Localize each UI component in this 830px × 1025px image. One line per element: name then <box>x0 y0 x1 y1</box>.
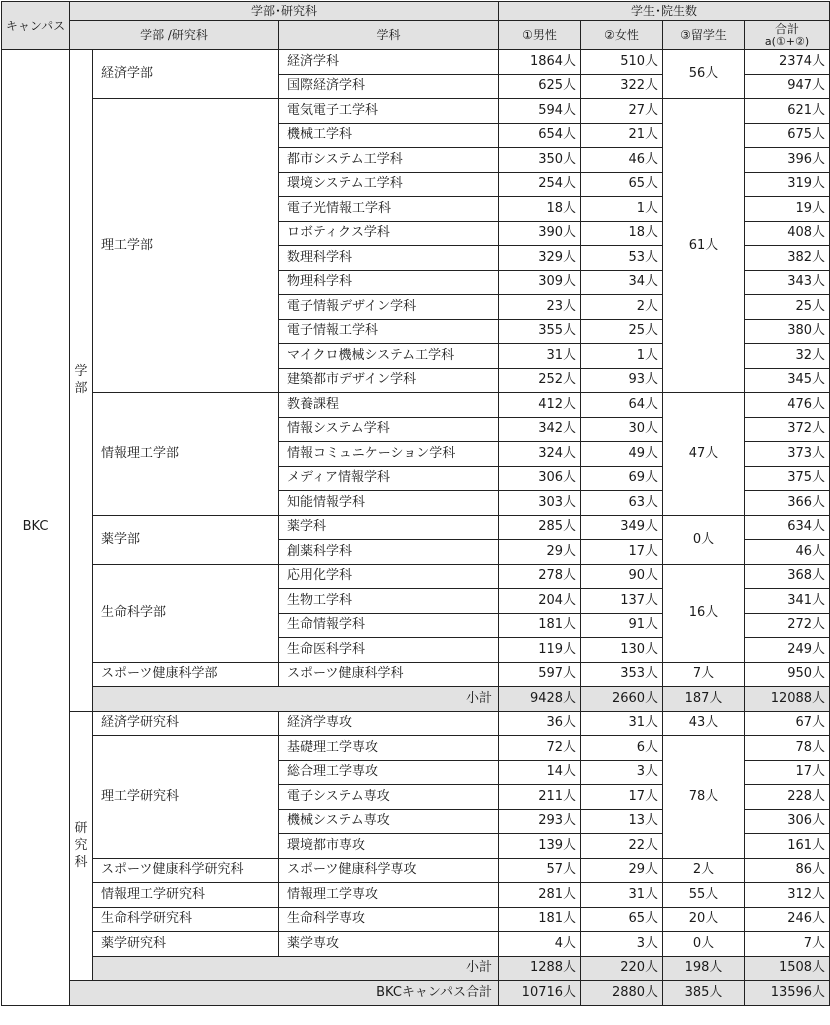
total-count: 228人 <box>745 785 830 810</box>
female-count: 30人 <box>581 417 663 442</box>
faculty-name: スポーツ健康科学部 <box>93 662 279 687</box>
campus-total-international: 385人 <box>663 981 745 1006</box>
male-count: 278人 <box>499 564 581 589</box>
total-count: 341人 <box>745 589 830 614</box>
male-count: 18人 <box>499 197 581 222</box>
total-count: 947人 <box>745 74 830 99</box>
male-count: 211人 <box>499 785 581 810</box>
department-name: 創薬科学科 <box>279 540 499 565</box>
faculty-name: 生命科学研究科 <box>93 907 279 932</box>
department-name: 電子システム専攻 <box>279 785 499 810</box>
total-count: 373人 <box>745 442 830 467</box>
female-count: 93人 <box>581 368 663 393</box>
total-count: 272人 <box>745 613 830 638</box>
faculty-name: 理工学部 <box>93 99 279 393</box>
female-count: 17人 <box>581 785 663 810</box>
female-count: 29人 <box>581 858 663 883</box>
department-name: 電気電子工学科 <box>279 99 499 124</box>
total-count: 408人 <box>745 221 830 246</box>
department-name: 国際経済学科 <box>279 74 499 99</box>
total-count: 2374人 <box>745 50 830 75</box>
department-name: 薬学専攻 <box>279 932 499 957</box>
male-count: 204人 <box>499 589 581 614</box>
department-name: 環境システム工学科 <box>279 172 499 197</box>
male-count: 139人 <box>499 834 581 859</box>
table-row <box>2 858 830 883</box>
total-count: 634人 <box>745 515 830 540</box>
total-count: 86人 <box>745 858 830 883</box>
total-count: 246人 <box>745 907 830 932</box>
subtotal-male: 9428人 <box>499 687 581 712</box>
undergrad-section-label <box>70 50 93 712</box>
faculty-name: 情報理工学部 <box>93 393 279 516</box>
department-name: 経済学専攻 <box>279 711 499 736</box>
male-count: 390人 <box>499 221 581 246</box>
department-name: 機械工学科 <box>279 123 499 148</box>
total-header-line1: 合計 <box>775 21 800 36</box>
total-count: 372人 <box>745 417 830 442</box>
female-count: 31人 <box>581 883 663 908</box>
female-count: 21人 <box>581 123 663 148</box>
male-count: 324人 <box>499 442 581 467</box>
total-count: 67人 <box>745 711 830 736</box>
male-count: 1864人 <box>499 50 581 75</box>
female-count: 13人 <box>581 809 663 834</box>
table-row <box>2 736 830 761</box>
female-count: 49人 <box>581 442 663 467</box>
male-count: 72人 <box>499 736 581 761</box>
department-name: 物理科学科 <box>279 270 499 295</box>
table-row <box>2 393 830 418</box>
male-count: 654人 <box>499 123 581 148</box>
faculty-name: スポーツ健康科学研究科 <box>93 858 279 883</box>
total-count: 621人 <box>745 99 830 124</box>
department-name: スポーツ健康科学専攻 <box>279 858 499 883</box>
female-count: 353人 <box>581 662 663 687</box>
department-name: 情報システム学科 <box>279 417 499 442</box>
male-count: 23人 <box>499 295 581 320</box>
male-count: 412人 <box>499 393 581 418</box>
male-count: 293人 <box>499 809 581 834</box>
department-name: マイクロ機械システム工学科 <box>279 344 499 369</box>
subtotal-male: 1288人 <box>499 956 581 981</box>
female-count: 322人 <box>581 74 663 99</box>
international-count: 61人 <box>663 99 745 393</box>
department-name: 情報コミュニケーション学科 <box>279 442 499 467</box>
total-count: 249人 <box>745 638 830 663</box>
department-name: 応用化学科 <box>279 564 499 589</box>
department-name: 機械システム専攻 <box>279 809 499 834</box>
total-count: 19人 <box>745 197 830 222</box>
total-count: 25人 <box>745 295 830 320</box>
subtotal-label: 小計 <box>93 687 499 712</box>
total-count: 380人 <box>745 319 830 344</box>
female-count: 17人 <box>581 540 663 565</box>
female-count: 64人 <box>581 393 663 418</box>
female-count: 34人 <box>581 270 663 295</box>
department-name: 生命医科学科 <box>279 638 499 663</box>
department-name: 都市システム工学科 <box>279 148 499 173</box>
male-count: 594人 <box>499 99 581 124</box>
male-count: 597人 <box>499 662 581 687</box>
table-row <box>2 515 830 540</box>
department-name: メディア情報学科 <box>279 466 499 491</box>
female-count: 27人 <box>581 99 663 124</box>
subtotal-label: 小計 <box>93 956 499 981</box>
total-count: 345人 <box>745 368 830 393</box>
department-name: 薬学科 <box>279 515 499 540</box>
faculty-group-header: 学部･研究科 <box>70 2 499 21</box>
department-name: 環境都市専攻 <box>279 834 499 859</box>
students-group-header: 学生･院生数 <box>499 2 830 21</box>
faculty-name: 情報理工学研究科 <box>93 883 279 908</box>
department-name: 数理科学科 <box>279 246 499 271</box>
male-count: 309人 <box>499 270 581 295</box>
campus-total-female: 2880人 <box>581 981 663 1006</box>
faculty-column-header: 学部 /研究科 <box>70 21 279 50</box>
male-count: 355人 <box>499 319 581 344</box>
grad-subtotal-row <box>2 956 830 981</box>
female-count: 46人 <box>581 148 663 173</box>
total-count: 7人 <box>745 932 830 957</box>
international-count: 20人 <box>663 907 745 932</box>
total-count: 343人 <box>745 270 830 295</box>
subtotal-total: 1508人 <box>745 956 830 981</box>
male-count: 31人 <box>499 344 581 369</box>
male-count: 4人 <box>499 932 581 957</box>
campus-total-row <box>2 981 830 1006</box>
international-count: 47人 <box>663 393 745 516</box>
female-count: 6人 <box>581 736 663 761</box>
department-name: 電子光情報工学科 <box>279 197 499 222</box>
total-count: 950人 <box>745 662 830 687</box>
total-count: 375人 <box>745 466 830 491</box>
female-count: 53人 <box>581 246 663 271</box>
subtotal-international: 198人 <box>663 956 745 981</box>
male-count: 119人 <box>499 638 581 663</box>
department-name: 生命情報学科 <box>279 613 499 638</box>
international-count: 0人 <box>663 515 745 564</box>
department-column-header: 学科 <box>279 21 499 50</box>
total-count: 382人 <box>745 246 830 271</box>
subtotal-female: 2660人 <box>581 687 663 712</box>
table-row <box>2 564 830 589</box>
female-count: 65人 <box>581 907 663 932</box>
female-count: 1人 <box>581 197 663 222</box>
faculty-name: 経済学部 <box>93 50 279 99</box>
campus-cell: BKC <box>2 50 70 1006</box>
table-row <box>2 662 830 687</box>
female-count: 91人 <box>581 613 663 638</box>
male-count: 625人 <box>499 74 581 99</box>
department-name: 教養課程 <box>279 393 499 418</box>
total-column-header <box>745 21 830 50</box>
subtotal-total: 12088人 <box>745 687 830 712</box>
male-count: 281人 <box>499 883 581 908</box>
male-count: 181人 <box>499 907 581 932</box>
total-count: 312人 <box>745 883 830 908</box>
department-name: 基礎理工学専攻 <box>279 736 499 761</box>
department-name: 生物工学科 <box>279 589 499 614</box>
faculty-name: 理工学研究科 <box>93 736 279 859</box>
department-name: 建築都市デザイン学科 <box>279 368 499 393</box>
subtotal-female: 220人 <box>581 956 663 981</box>
female-count: 90人 <box>581 564 663 589</box>
female-count: 63人 <box>581 491 663 516</box>
male-count: 342人 <box>499 417 581 442</box>
total-count: 366人 <box>745 491 830 516</box>
female-count: 349人 <box>581 515 663 540</box>
female-count: 2人 <box>581 295 663 320</box>
male-count: 36人 <box>499 711 581 736</box>
female-count: 65人 <box>581 172 663 197</box>
male-count: 29人 <box>499 540 581 565</box>
undergrad-section-label-text: 学部 <box>74 364 88 397</box>
international-count: 2人 <box>663 858 745 883</box>
female-count: 510人 <box>581 50 663 75</box>
table-row <box>2 711 830 736</box>
department-name: スポーツ健康科学科 <box>279 662 499 687</box>
male-count: 14人 <box>499 760 581 785</box>
grad-section-label-text: 研究科 <box>74 821 88 871</box>
faculty-name: 薬学研究科 <box>93 932 279 957</box>
total-count: 17人 <box>745 760 830 785</box>
international-count: 16人 <box>663 564 745 662</box>
total-count: 396人 <box>745 148 830 173</box>
faculty-name: 薬学部 <box>93 515 279 564</box>
female-count: 31人 <box>581 711 663 736</box>
male-count: 181人 <box>499 613 581 638</box>
total-count: 46人 <box>745 540 830 565</box>
male-count: 254人 <box>499 172 581 197</box>
female-count: 18人 <box>581 221 663 246</box>
campus-total-label: BKCキャンパス合計 <box>70 981 499 1006</box>
male-count: 350人 <box>499 148 581 173</box>
male-count: 57人 <box>499 858 581 883</box>
international-count: 78人 <box>663 736 745 859</box>
female-count: 137人 <box>581 589 663 614</box>
faculty-name: 経済学研究科 <box>93 711 279 736</box>
department-name: 経済学科 <box>279 50 499 75</box>
total-count: 78人 <box>745 736 830 761</box>
undergrad-subtotal-row <box>2 687 830 712</box>
department-name: 電子情報デザイン学科 <box>279 295 499 320</box>
department-name: 知能情報学科 <box>279 491 499 516</box>
male-column-header: ①男性 <box>499 21 581 50</box>
department-name: 電子情報工学科 <box>279 319 499 344</box>
male-count: 252人 <box>499 368 581 393</box>
international-count: 43人 <box>663 711 745 736</box>
campus-total-male: 10716人 <box>499 981 581 1006</box>
female-count: 1人 <box>581 344 663 369</box>
table-row <box>2 883 830 908</box>
total-header-line2: a(①+②) <box>764 34 810 48</box>
male-count: 329人 <box>499 246 581 271</box>
total-count: 32人 <box>745 344 830 369</box>
table-row <box>2 907 830 932</box>
female-column-header: ②女性 <box>581 21 663 50</box>
department-name: 総合理工学専攻 <box>279 760 499 785</box>
department-name: 生命科学専攻 <box>279 907 499 932</box>
campus-header: キャンパス <box>2 2 70 50</box>
student-count-table <box>1 1 830 1006</box>
female-count: 3人 <box>581 760 663 785</box>
female-count: 25人 <box>581 319 663 344</box>
department-name: ロボティクス学科 <box>279 221 499 246</box>
total-count: 161人 <box>745 834 830 859</box>
female-count: 22人 <box>581 834 663 859</box>
male-count: 306人 <box>499 466 581 491</box>
subtotal-international: 187人 <box>663 687 745 712</box>
table-row <box>2 932 830 957</box>
international-column-header: ③留学生 <box>663 21 745 50</box>
international-count: 56人 <box>663 50 745 99</box>
international-count: 55人 <box>663 883 745 908</box>
international-count: 0人 <box>663 932 745 957</box>
female-count: 69人 <box>581 466 663 491</box>
department-name: 情報理工学専攻 <box>279 883 499 908</box>
table-row <box>2 99 830 124</box>
table-row <box>2 50 830 75</box>
total-count: 368人 <box>745 564 830 589</box>
grad-section-label <box>70 711 93 981</box>
female-count: 130人 <box>581 638 663 663</box>
male-count: 285人 <box>499 515 581 540</box>
female-count: 3人 <box>581 932 663 957</box>
total-count: 476人 <box>745 393 830 418</box>
faculty-name: 生命科学部 <box>93 564 279 662</box>
total-count: 675人 <box>745 123 830 148</box>
campus-total-total: 13596人 <box>745 981 830 1006</box>
international-count: 7人 <box>663 662 745 687</box>
total-count: 306人 <box>745 809 830 834</box>
total-count: 319人 <box>745 172 830 197</box>
male-count: 303人 <box>499 491 581 516</box>
